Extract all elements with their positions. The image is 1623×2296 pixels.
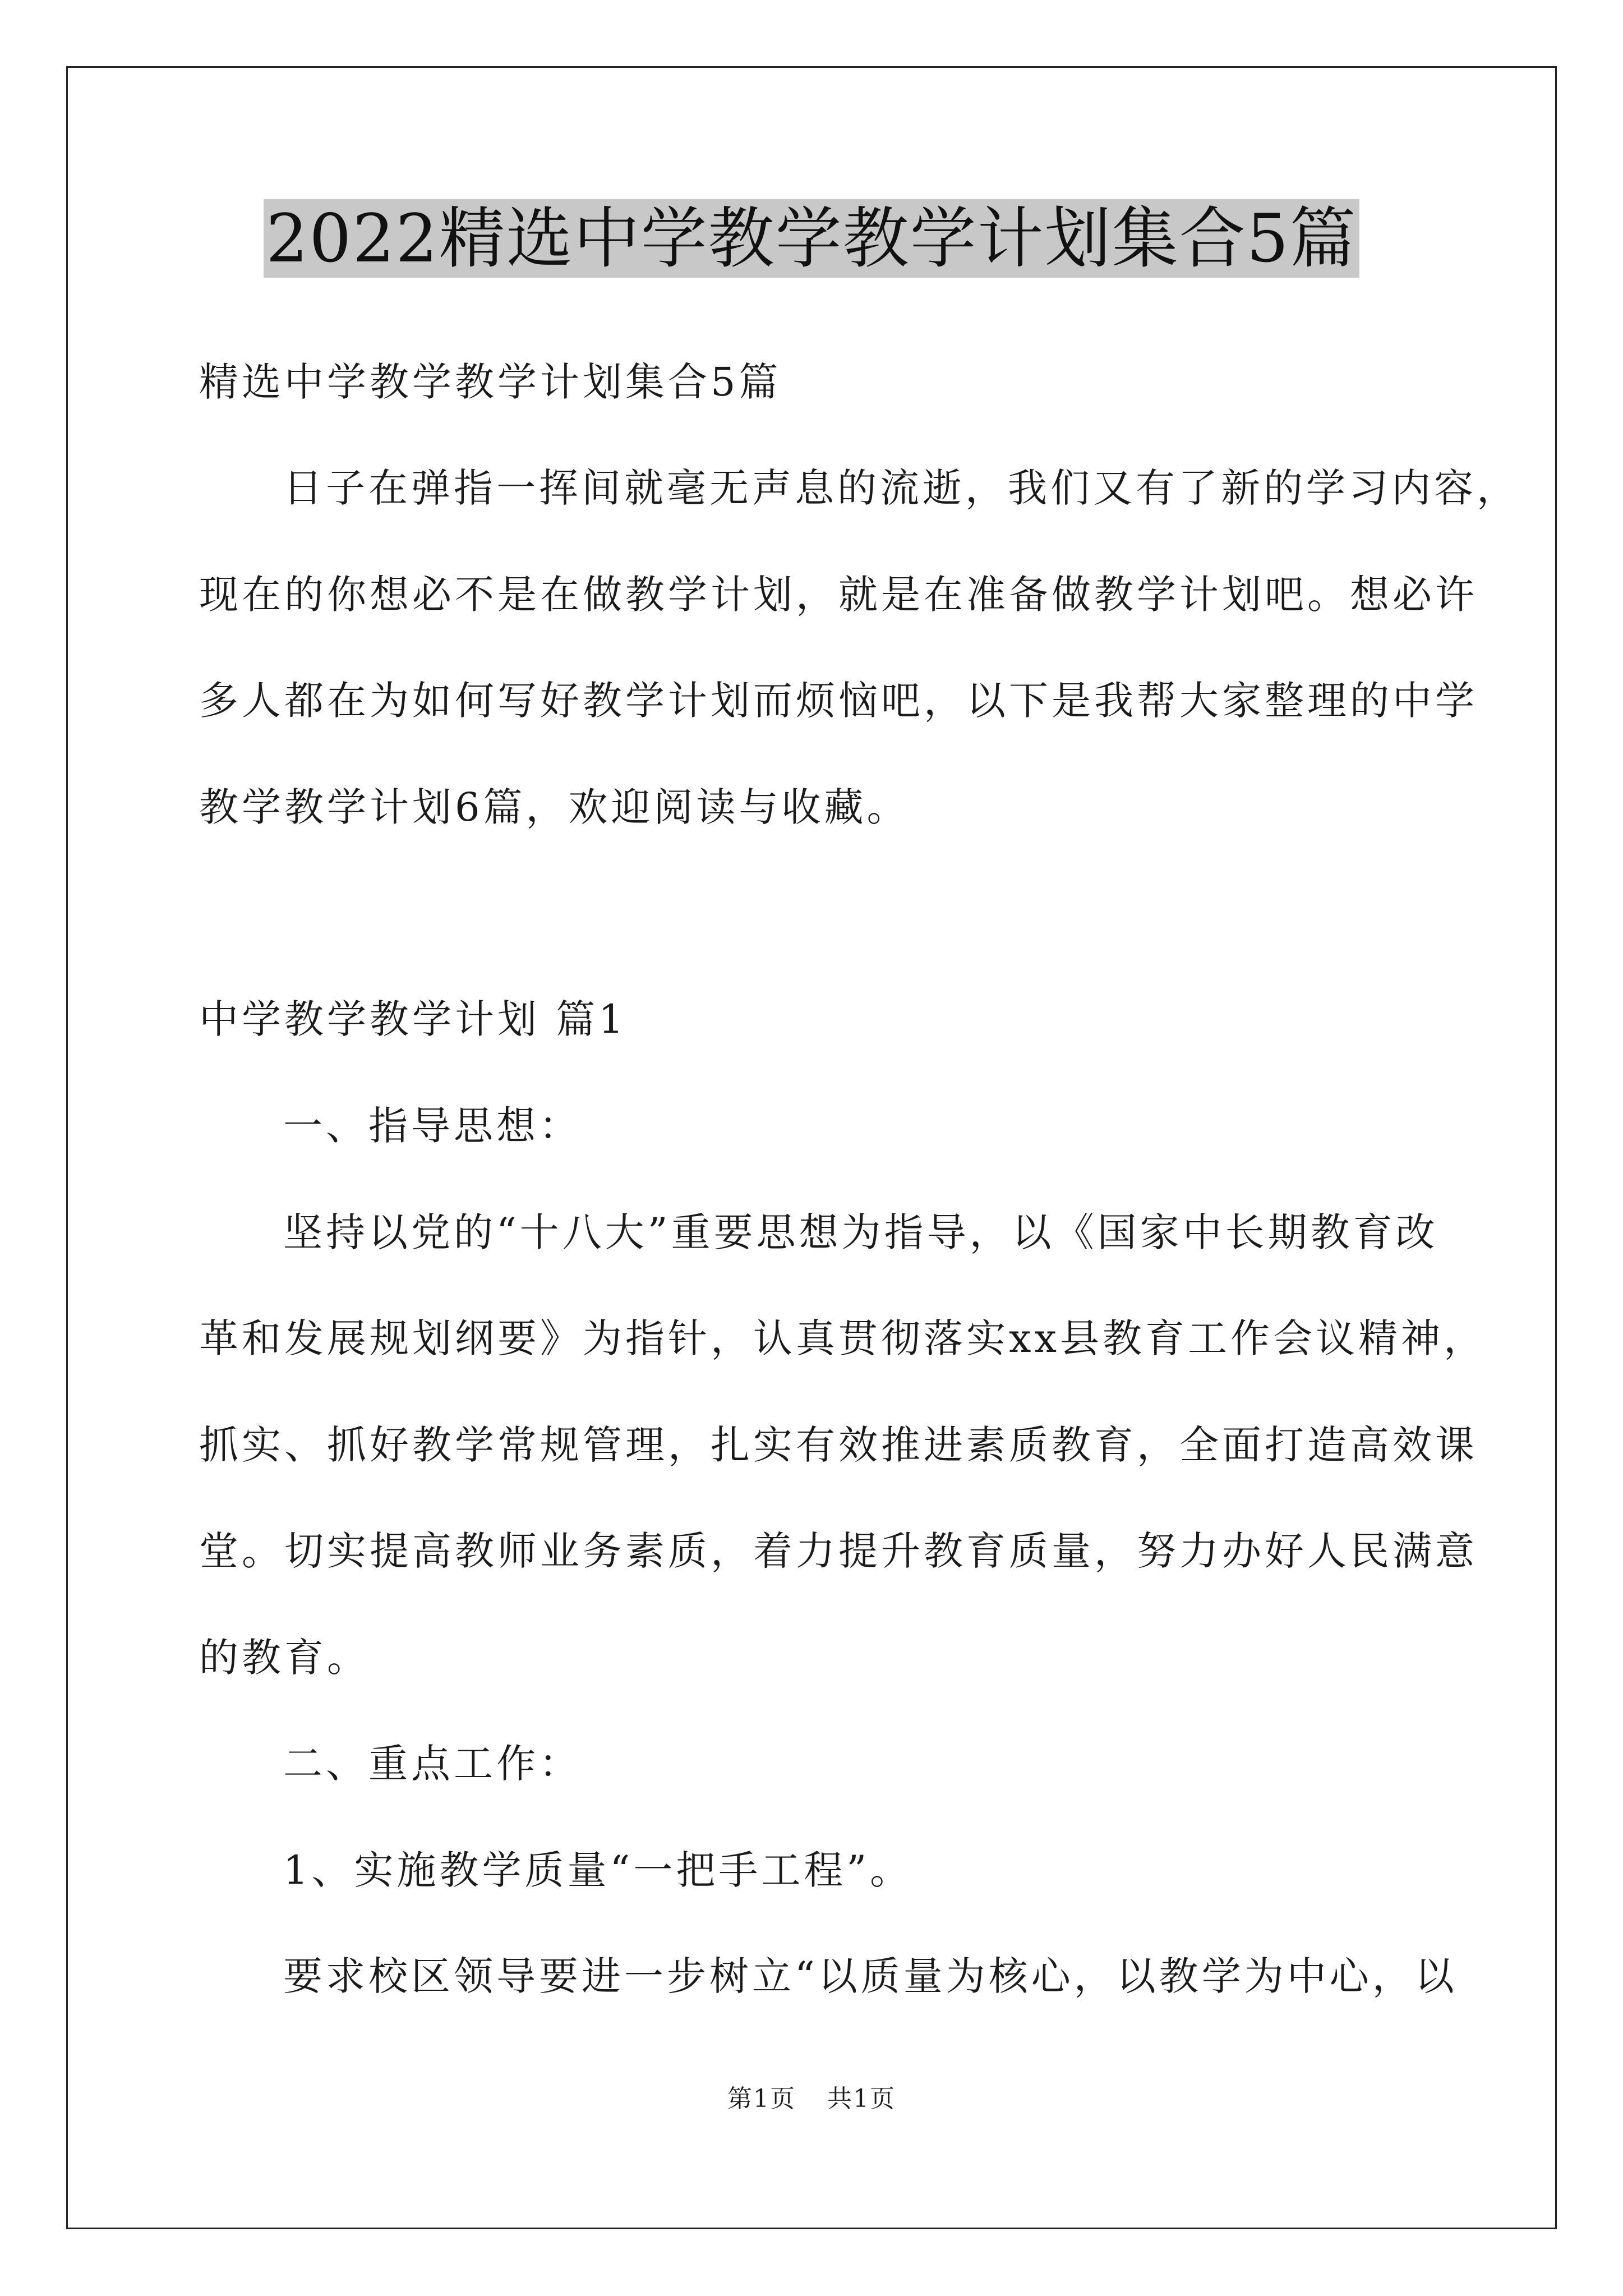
item-1: 1、实施教学质量“一把手工程”。 [283,1847,913,1893]
para-1-line-4: 堂。切实提高教师业务素质，着力提升教育质量，努力办好人民满意 [199,1528,1478,1574]
page-total: 共1页 [827,2085,896,2113]
title-block [0,199,1623,278]
page-number: 第1页 [727,2085,796,2113]
intro-line-1: 日子在弹指一挥间就毫无声息的流逝，我们又有了新的学习内容， [283,465,1519,511]
para-1-line-5: 的教育。 [199,1635,370,1681]
section-heading: 中学教学教学计划 篇1 [199,996,627,1042]
para-1-line-1: 坚持以党的“十八大”重要思想为指导，以《国家中长期教育改 [283,1209,1438,1255]
intro-line-2: 现在的你想必不是在做教学计划，就是在准备做教学计划吧。想必许 [199,572,1478,618]
intro-line-3: 多人都在为如何写好教学计划而烦恼吧，以下是我帮大家整理的中学 [199,678,1478,724]
document-title: 2022精选中学教学教学计划集合5篇 [264,199,1359,278]
intro-line-4: 教学教学计划6篇，欢迎阅读与收藏。 [199,784,910,830]
para-1-line-3: 抓实、抓好教学常规管理，扎实有效推进素质教育，全面打造高效课 [199,1422,1478,1468]
para-2-line-1: 要求校区领导要进一步树立“以质量为核心，以教学为中心，以 [283,1953,1458,1999]
document-subtitle: 精选中学教学教学计划集合5篇 [199,359,782,405]
heading-key-work: 二、重点工作： [283,1741,582,1787]
heading-guiding-thought: 一、指导思想： [283,1103,582,1149]
page-footer [0,2083,1623,2115]
para-1-line-2: 革和发展规划纲要》为指针，认真贯彻落实xx县教育工作会议精神， [199,1315,1486,1361]
